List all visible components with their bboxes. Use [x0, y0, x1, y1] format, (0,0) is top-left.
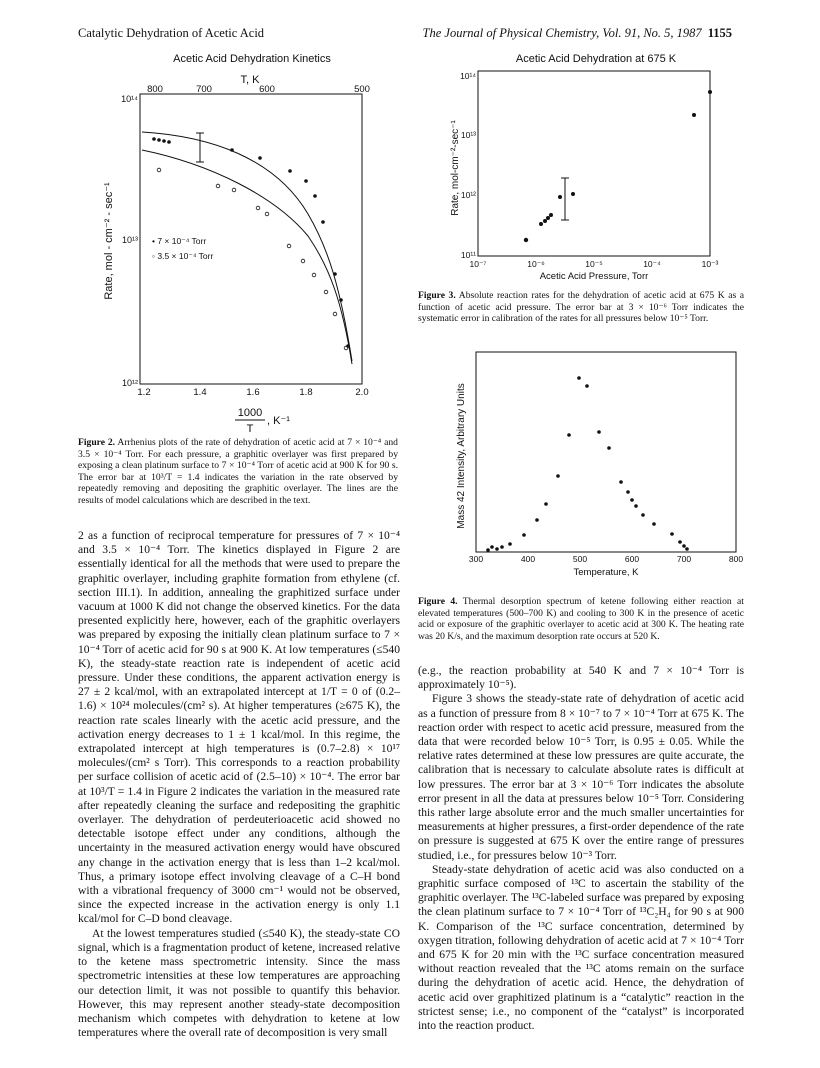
fig4-point: [508, 542, 512, 546]
fig2-legend-7e-4: • 7 × 10⁻⁴ Torr: [152, 236, 207, 246]
fig4-point: [678, 540, 682, 544]
fig4-point: [626, 490, 630, 494]
fig4-xtick-400: 400: [520, 554, 536, 564]
fig4-y-axis-label: Mass 42 Intensity, Arbitrary Units: [456, 383, 467, 529]
fig3-point: [571, 192, 575, 196]
figure-4-plot: [436, 346, 746, 588]
fig4-point: [630, 498, 634, 502]
fig2-point-7e-4: [333, 272, 337, 276]
fig2-point-7e-4: [288, 169, 292, 173]
fig3-title: Acetic Acid Dehydration at 675 K: [515, 53, 677, 65]
fig2-model-curve-upper: [142, 132, 352, 361]
fig3-frame: [478, 71, 710, 256]
fig4-point: [490, 545, 494, 549]
fig2-legend: [152, 236, 213, 261]
fig2-point-7e-4: [157, 138, 161, 142]
fig4-xtick-300: 300: [468, 554, 484, 564]
fig3-x-ticks: [469, 259, 718, 269]
fig4-data-points: [486, 376, 689, 552]
figure-4-caption: [418, 596, 744, 642]
fig4-point: [585, 384, 589, 388]
fig4-x-ticks: [469, 554, 743, 564]
fig2-top-tick-500: 500: [354, 84, 370, 95]
fig3-point: [692, 113, 696, 117]
figure-3-label: Figure 3.: [418, 290, 456, 301]
fig3-y-axis-label: Rate, mol-cm⁻²-sec⁻¹: [450, 120, 461, 216]
fig4-point: [500, 545, 504, 549]
fig2-point-7e-4: [304, 179, 308, 183]
fig2-point-7e-4: [339, 298, 343, 302]
fig2-point-3.5e-4: [301, 259, 305, 263]
fig2-xlabel-numerator: 1000: [237, 407, 263, 419]
figure-3-caption-text: Absolute reaction rates for the dehydration of acetic acid at 675 K as a function of acetic acid pressure. The error bar at 3 × 10⁻⁶ Torr indicates the systematic error in calibration of the rates for all pressures below 10⁻⁵ Torr.: [418, 290, 744, 325]
fig2-point-3.5e-4: [287, 244, 291, 248]
fig2-point-3.5e-4: [232, 188, 236, 192]
fig2-top-axis-label: T, K: [240, 74, 260, 86]
fig3-point: [549, 213, 553, 217]
fig3-point: [546, 216, 550, 220]
figure-2-plot: [60, 46, 400, 456]
journal-citation: The Journal of Physical Chemistry, Vol. 91, No. 5, 1987: [422, 26, 702, 40]
fig2-point-3.5e-4: [312, 273, 316, 277]
fig3-x-axis-label: Acetic Acid Pressure, Torr: [539, 271, 649, 282]
fig2-xtick-1.6: 1.6: [246, 387, 260, 398]
fig2-x-axis-label: [235, 407, 290, 435]
fig4-point: [619, 480, 623, 484]
fig4-point: [556, 474, 560, 478]
fig2-point-3.5e-4: [256, 206, 260, 210]
fig3-ytick-1e12: 10¹²: [460, 190, 476, 200]
fig2-point-7e-4: [230, 148, 234, 152]
fig2-top-tick-600: 600: [259, 84, 275, 95]
fig2-point-3.5e-4: [324, 290, 328, 294]
fig2-error-bar: [196, 133, 204, 162]
fig3-point: [708, 90, 712, 94]
figure-2-label: Figure 2.: [78, 437, 116, 448]
fig2-point-3.5e-4: [333, 312, 337, 316]
fig4-point: [641, 513, 645, 517]
fig4-point: [607, 446, 611, 450]
fig3-point: [543, 219, 547, 223]
fig4-point: [535, 518, 539, 522]
right-column-text: [418, 664, 744, 1033]
fig4-point: [685, 547, 689, 551]
figure-2-caption: [78, 437, 398, 507]
fig2-legend-3.5e-4: ◦ 3.5 × 10⁻⁴ Torr: [152, 251, 214, 261]
running-header-right: [423, 26, 732, 41]
fig3-ytick-1e13: 10¹³: [460, 130, 476, 140]
running-header-left: Catalytic Dehydration of Acetic Acid: [78, 26, 265, 40]
fig3-xtick-1e-7: 10⁻⁷: [469, 259, 487, 269]
fig2-ytick-1e14: 10¹⁴: [121, 94, 138, 104]
fig2-xtick-1.2: 1.2: [137, 387, 151, 398]
fig2-top-tick-700: 700: [196, 84, 212, 95]
fig2-point-7e-4: [162, 139, 166, 143]
left-column-text: [78, 529, 400, 1040]
paragraph: Figure 3 shows the steady-state rate of dehydration of acetic acid as a function of pressure from 8 × 10⁻⁷ to 7 × 10⁻⁴ Torr at 675 K. The reaction order with respect to acetic acid pressure, measured from the data that were recorded below 10⁻⁵ Torr, is 0.95 ± 0.05. While the relative rates determined at these low pressures are quite accurate, the calibration that is necessary to calculate absolute rates is difficult at low pressures. The error bar at 3 × 10⁻⁶ Torr indicates the absolute error present in all the data at pressures below 10⁻⁵ Torr. Considering this rather large absolute error and the much smaller uncertainties for measurements at higher pressures, a first-order dependence of the rate on pressure is suggested at 675 K over the entire range of pressures studied, i.e., for pressures below 10⁻³ Torr.: [418, 692, 744, 862]
fig2-point-7e-4: [152, 137, 156, 141]
fig2-point-3.5e-4: [157, 168, 161, 172]
fig3-ytick-1e11: 10¹¹: [460, 250, 476, 260]
fig2-ytick-1e13: 10¹³: [121, 235, 138, 245]
figure-3-caption: [418, 290, 744, 325]
fig4-xtick-700: 700: [676, 554, 692, 564]
fig4-xtick-600: 600: [624, 554, 640, 564]
fig4-point: [577, 376, 581, 380]
fig4-x-axis-label: Temperature, K: [573, 567, 639, 578]
figure-3-plot: [436, 50, 736, 290]
fig2-y-ticks: [121, 94, 138, 388]
fig2-point-7e-4: [321, 220, 325, 224]
figure-4-caption-text: Thermal desorption spectrum of ketene following either reaction at elevated temperatures (500–700 K) and cooling to 300 K in the presence of acetic acid or exposure of the graphitic overlayer to acetic acid at 300 K. The heating rate was 20 K/s, and the maximum desorption rate occurs at 520 K.: [418, 596, 744, 642]
fig2-top-ticks: [147, 84, 370, 95]
fig3-data-points: [524, 90, 712, 242]
fig2-point-7e-4: [258, 156, 262, 160]
fig4-point: [544, 502, 548, 506]
fig2-top-tick-800: 800: [147, 84, 163, 95]
fig2-xlabel-denominator: T: [246, 423, 254, 435]
fig4-point: [634, 504, 638, 508]
fig3-xtick-1e-6: 10⁻⁶: [527, 259, 545, 269]
fig3-point: [539, 222, 543, 226]
fig2-point-3.5e-4: [265, 212, 269, 216]
figure-2-caption-text: Arrhenius plots of the rate of dehydration of acetic acid at 7 × 10⁻⁴ and 3.5 × 10⁻⁴ Torr. For each pressure, a graphitic overlayer was first prepared by exposing a clean platinum surface to 7 × 10⁻⁴ Torr of acetic acid at 900 K for 90 s. The error bar at 10³/T = 1.4 indicates the variation in the rate observed by repeatedly removing and depositing the graphitic overlayer. The lines are the results of model calculations which are described in the text.: [78, 437, 398, 506]
page-number: 1155: [707, 26, 732, 40]
fig3-point: [524, 238, 528, 242]
fig2-xtick-1.4: 1.4: [193, 387, 207, 398]
fig2-title: Acetic Acid Dehydration Kinetics: [173, 53, 331, 65]
paragraph: At the lowest temperatures studied (≤540 K), the steady-state CO signal, which is a fragmentation product of ketene, increased relative to the ketene mass spectrometric intensity. Since the mass spectrometric intensities at these low temperatures are approaching our detection limit, it was not possible to quantify this behavior. However, this may represent another steady-state decomposition mechanism which competes with dehydration to ketene at low temperatures where the overall rate of decomposition is very small: [78, 926, 400, 1040]
paragraph: Steady-state dehydration of acetic acid was also conducted on a graphitic surface composed of ¹³C to ascertain the stability of the graphitic overlayer. The ¹³C-labeled surface was prepared by exposing the clean platinum surface to 7 × 10⁻⁴ Torr of ¹³C₂H₄ for 90 s at 900 K. Comparison of the ¹³C surface concentration, determined by oxygen titration, following dehydration of acetic acid at 7 × 10⁻⁴ Torr and 675 K for 20 min with the ¹³C surface concentration measured without reaction revealed that the ¹³C atoms remain on the surface during the dehydration of acetic acid. Hence, the dehydration of acetic acid over graphitized platinum is a “catalytic” reaction in the strictest sense; i.e., no component of the “catalyst” is incorporated into the reaction product.: [418, 862, 744, 1033]
fig2-xlabel-unit: , K⁻¹: [267, 415, 290, 427]
paragraph: 2 as a function of reciprocal temperature for pressures of 7 × 10⁻⁴ and 3.5 × 10⁻⁴ Torr. The kinetics displayed in Figure 2 are essentially identical for all the methods that were used to prepare the graphitic overlayer, including graphite formation from ethylene (cf. section III.1). In addition, annealing the graphitized surface under vacuum at 1000 K did not change the observed kinetics. For the data presented explicitly here, however, each of the graphitic overlayers was prepared by exposing the initially clean platinum surface to 7 × 10⁻⁴ Torr of acetic acid for 90 s at 900 K. At low temperatures (≤540 K), the steady-state reaction rate is independent of acetic acid pressure. Under these conditions, the apparent activation energy is 27 ± 2 kcal/mol, with an extrapolated intercept at 1/T = 0 of (0.2–1.6) × 10²⁴ molecules/(cm² s). At higher temperatures (≥675 K), the reaction rate scales linearly with the acetic acid pressure, and the activation energy decreases to 1 ± 1 kcal/mol. In this regime, the extrapolated intercept at high temperatures is (0.7–2.8) × 10¹⁷ molecules/(cm² s Torr). This corresponds to a reaction probability per surface collision of acetic acid of (2.5–10) × 10⁻⁴. The error bar at 10³/T = 1.4 in Figure 2 indicates the variation in the measured rate after repeatedly cleaning the surface and redepositing the graphitic overlayer. The dehydration of perdeuterioacetic acid showed no detectable isotope effect under any conditions, although the uncertainty in the measured activation energy would have obscured any change in the activation energy that is less than 1–2 kcal/mol. Thus, a primary isotope effect involving cleavage of a C–H bond with a vibrational frequency of 3000 cm⁻¹ would not be observed, since the expected increase in the activation energy is only 1.1 kcal/mol for C–D bond cleavage.: [78, 529, 400, 926]
fig2-point-7e-4: [313, 194, 317, 198]
fig3-ytick-1e14: 10¹⁴: [460, 71, 476, 81]
figure-4-label: Figure 4.: [418, 596, 458, 607]
fig4-frame: [476, 352, 736, 552]
fig4-point: [567, 433, 571, 437]
fig4-point: [495, 547, 499, 551]
fig4-point: [486, 548, 490, 552]
fig3-y-ticks: [460, 71, 476, 260]
fig4-point: [652, 522, 656, 526]
fig2-point-7e-4: [167, 140, 171, 144]
paragraph: (e.g., the reaction probability at 540 K and 7 × 10⁻⁴ Torr is approximately 10⁻⁵).: [418, 664, 744, 692]
fig3-xtick-1e-5: 10⁻⁵: [585, 259, 603, 269]
fig2-point-3.5e-4: [344, 346, 348, 350]
fig3-xtick-1e-3: 10⁻³: [701, 259, 719, 269]
fig3-xtick-1e-4: 10⁻⁴: [643, 259, 661, 269]
fig2-point-3.5e-4: [216, 184, 220, 188]
fig2-xtick-2.0: 2.0: [355, 387, 369, 398]
fig4-point: [522, 533, 526, 537]
fig4-point: [597, 430, 601, 434]
fig2-y-axis-label: Rate, mol - cm⁻² - sec⁻¹: [103, 182, 115, 300]
fig2-ytick-1e12: 10¹²: [121, 378, 138, 388]
fig4-xtick-500: 500: [572, 554, 588, 564]
fig4-point: [682, 544, 686, 548]
fig4-point: [670, 532, 674, 536]
fig3-point: [558, 195, 562, 199]
fig4-xtick-800: 800: [728, 554, 744, 564]
fig2-xtick-1.8: 1.8: [299, 387, 313, 398]
fig2-x-ticks: [137, 387, 368, 398]
fig3-error-bar: [561, 178, 569, 220]
